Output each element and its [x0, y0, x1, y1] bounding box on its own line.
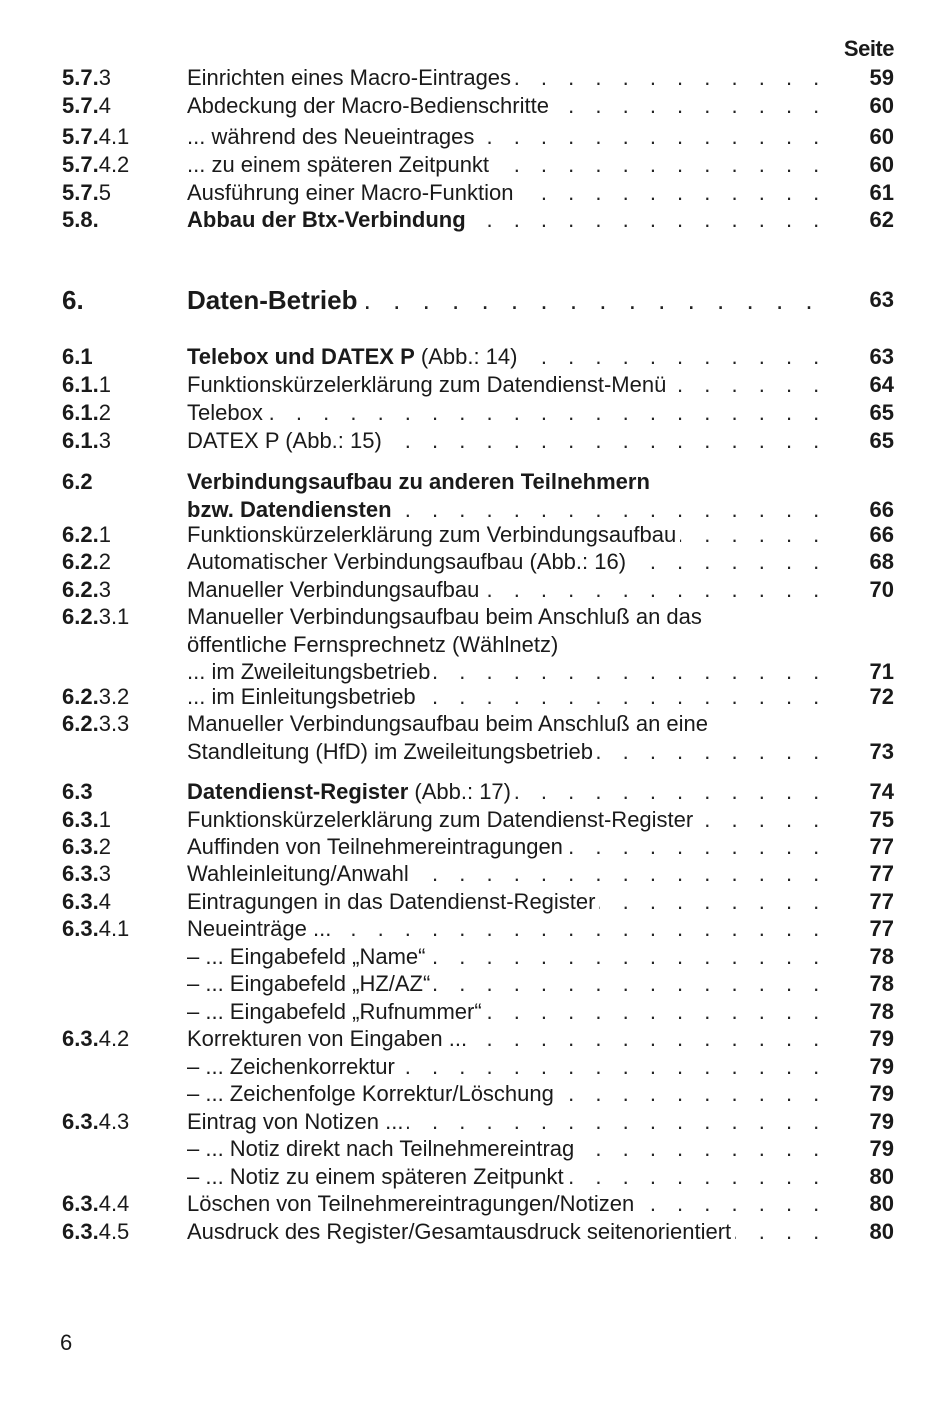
toc-entry-line	[187, 206, 837, 234]
toc-line-text	[187, 632, 562, 657]
toc-entry-line	[187, 806, 837, 834]
toc-line-label: Abdeckung der Macro-Bedienschritte	[187, 93, 549, 118]
toc-line-text	[187, 916, 335, 941]
toc-line-text	[187, 1136, 578, 1161]
toc-line-label: bzw. Datendiensten	[187, 496, 392, 522]
section-number-major: 6.2.	[62, 604, 99, 629]
toc-entry-number	[62, 92, 182, 119]
section-number-major: 6.1.	[62, 428, 99, 453]
toc-entry-title	[187, 1135, 837, 1163]
toc-entry-title	[187, 970, 837, 998]
toc-entry-page: 80	[869, 1191, 894, 1216]
toc-entry-line	[187, 970, 837, 998]
toc-line-label: Datendienst-Register	[187, 779, 409, 804]
section-number-major: 6.1.	[62, 400, 99, 425]
toc-entry-page: 77	[869, 861, 894, 886]
toc-entry-page: 60	[869, 124, 894, 149]
toc-entry-title	[187, 284, 837, 316]
toc-entry-number	[62, 427, 182, 454]
toc-entry-line	[187, 998, 837, 1026]
toc-entry-line	[187, 399, 837, 427]
toc-line-label: Auffinden von Teilnehmereintragungen	[187, 834, 563, 859]
toc-entry-page: 63	[869, 344, 894, 369]
toc-line-text	[187, 659, 434, 684]
section-number-major: 5.7.	[62, 93, 99, 118]
toc-entry-line	[187, 521, 837, 549]
toc-line-suffix: (Abb.: 17)	[408, 779, 511, 804]
toc-entry-title	[187, 915, 837, 943]
toc-entry-line	[187, 778, 837, 806]
toc-entry-title	[187, 427, 837, 455]
toc-entry-page: 78	[869, 999, 894, 1024]
toc-entry-title	[187, 603, 837, 686]
toc-entry-page: 65	[869, 400, 894, 425]
toc-entry-line	[187, 343, 837, 371]
section-number-minor: 1	[98, 522, 111, 547]
toc-line-text	[187, 739, 597, 764]
section-number-major: 6.3.	[62, 1026, 99, 1051]
toc-line-label: – ... Notiz direkt nach Teilnehmereintrag	[187, 1136, 575, 1161]
toc-entry-line	[187, 658, 837, 686]
toc-line-label: ... zu einem späteren Zeitpunkt	[187, 152, 490, 177]
toc-entry-title	[187, 468, 837, 523]
toc-entry-title	[187, 1163, 837, 1191]
toc-entry-page: 59	[869, 65, 894, 90]
toc-entry-number	[62, 683, 182, 710]
toc-entry-page: 66	[869, 496, 894, 522]
toc-line-label: Manueller Verbindungsaufbau	[187, 577, 480, 602]
toc-entry-page: 63	[869, 287, 894, 312]
toc-entry-title	[187, 806, 837, 834]
toc-line-label: – ... Zeichenfolge Korrektur/Löschung	[187, 1081, 554, 1106]
toc-entry-number	[62, 806, 182, 833]
toc-entry-page: 61	[869, 180, 894, 205]
toc-line-text	[187, 497, 396, 522]
toc-entry-page: 77	[869, 889, 894, 914]
toc-entry-line	[187, 427, 837, 455]
toc-line-label: DATEX P (Abb.: 15)	[187, 428, 382, 453]
toc-line-label: Daten-Betrieb	[187, 285, 358, 315]
toc-line-text	[187, 861, 413, 886]
toc-line-label: Telebox und DATEX P	[187, 344, 415, 369]
toc-entry-line	[187, 496, 837, 524]
toc-line-text	[187, 1026, 471, 1051]
toc-line-label: Ausdruck des Register/Gesamtausdruck seitenorientiert	[187, 1219, 732, 1244]
toc-entry-title	[187, 399, 837, 427]
toc-line-text	[187, 1109, 407, 1134]
toc-line-label: Eintrag von Notizen ...	[187, 1109, 404, 1134]
toc-line-text	[187, 469, 654, 494]
section-number-major: 6.1	[62, 344, 93, 369]
toc-line-label: Abbau der Btx-Verbindung	[187, 207, 466, 232]
section-number-major: 6.3.	[62, 889, 99, 914]
toc-line-text	[187, 428, 386, 453]
toc-entry-title	[187, 179, 837, 207]
toc-entry-title	[187, 998, 837, 1026]
toc-line-label: Ausführung einer Macro-Funktion	[187, 180, 514, 205]
toc-entry-page: 77	[869, 834, 894, 859]
toc-line-text	[187, 152, 493, 177]
section-number-major: 6.3.	[62, 1191, 99, 1216]
toc-entry-title	[187, 1190, 837, 1218]
toc-entry-number	[62, 399, 182, 426]
toc-entry-title	[187, 371, 837, 399]
toc-line-label: Wahleinleitung/Anwahl	[187, 861, 409, 886]
section-number-minor: 1	[98, 372, 111, 397]
toc-entry-page: 71	[869, 659, 894, 684]
seite-header: Seite	[843, 36, 894, 61]
section-number-major: 6.2.	[62, 711, 99, 736]
toc-line-label: ... im Einleitungsbetrieb	[187, 684, 416, 709]
toc-entry-line	[187, 1080, 837, 1108]
section-number-major: 6.3.	[62, 861, 99, 886]
toc-entry-line	[187, 92, 837, 120]
toc-entry-number	[62, 371, 182, 398]
toc-line-text	[187, 999, 486, 1024]
toc-entry-title	[187, 123, 837, 151]
section-number-minor: 4	[98, 93, 111, 118]
section-number-minor: 2	[98, 834, 111, 859]
toc-entry-page: 80	[869, 1219, 894, 1244]
toc-line-text	[187, 779, 515, 804]
toc-entry-number	[62, 521, 182, 548]
toc-line-text	[187, 944, 429, 969]
toc-entry-title	[187, 1108, 837, 1136]
toc-entry-title	[187, 710, 837, 765]
section-number-major: 5.7.	[62, 65, 99, 90]
section-number-minor: 3	[98, 577, 111, 602]
toc-entry-page: 79	[869, 1109, 894, 1134]
toc-line-label: – ... Notiz zu einem späteren Zeitpunkt	[187, 1164, 564, 1189]
section-number-major: 6.2	[62, 469, 93, 494]
toc-entry-title	[187, 576, 837, 604]
toc-entry-line	[187, 943, 837, 971]
toc-line-label: Verbindungsaufbau zu anderen Teilnehmern	[187, 469, 650, 494]
section-number-major: 6.1.	[62, 372, 99, 397]
toc-line-text	[187, 1164, 568, 1189]
toc-line-text	[187, 93, 553, 118]
toc-entry-line	[187, 738, 837, 766]
toc-entry-page: 64	[869, 372, 894, 397]
toc-entry-title	[187, 343, 837, 371]
toc-entry-page: 79	[869, 1026, 894, 1051]
toc-entry-title	[187, 206, 837, 234]
toc-entry-page: 65	[869, 428, 894, 453]
section-number-minor: 3	[98, 65, 111, 90]
toc-entry-line	[187, 468, 837, 496]
toc-entry-page: 60	[869, 93, 894, 118]
toc-line-label: – ... Eingabefeld „HZ/AZ“	[187, 971, 431, 996]
section-number-major: 6.3.	[62, 1109, 99, 1134]
section-number-minor: 4.2	[98, 152, 130, 177]
toc-line-text	[187, 549, 630, 574]
toc-line-label: Automatischer Verbindungsaufbau (Abb.: 16)	[187, 549, 627, 574]
section-number-minor: 5	[98, 180, 111, 205]
toc-entry-title	[187, 92, 837, 120]
toc-line-label: Standleitung (HfD) im Zweileitungsbetrieb	[187, 738, 593, 764]
toc-entry-number	[62, 548, 182, 575]
section-number-minor: 3.2	[98, 684, 130, 709]
toc-entry-line	[187, 179, 837, 207]
section-number-minor: 1	[98, 807, 111, 832]
section-number-minor: 4	[98, 889, 111, 914]
toc-entry-number	[62, 1218, 182, 1245]
toc-entry-line	[187, 284, 837, 316]
toc-entry-number	[62, 343, 182, 370]
section-number-minor: 3.1	[98, 604, 130, 629]
toc-entry-page: 75	[869, 807, 894, 832]
toc-line-label: Löschen von Teilnehmereintragungen/Notizen	[187, 1191, 635, 1216]
section-number-major: 6.2.	[62, 684, 99, 709]
toc-entry-number	[62, 603, 182, 630]
toc-entry-number	[62, 151, 182, 178]
page-number: 6	[60, 1330, 73, 1355]
section-number-major: 6.3.	[62, 834, 99, 859]
toc-entry-line	[187, 151, 837, 179]
toc-entry-page: 74	[869, 779, 894, 804]
toc-entry-line	[187, 1190, 837, 1218]
section-number-major: 6.3.	[62, 807, 99, 832]
toc-entry-title	[187, 833, 837, 861]
toc-entry-number	[62, 179, 182, 206]
toc-entry-line	[187, 371, 837, 399]
toc-line-text	[187, 372, 670, 397]
toc-entry-title	[187, 1218, 837, 1246]
toc-line-label: Neueinträge ...	[187, 916, 332, 941]
toc-line-text	[187, 889, 599, 914]
toc-line-text	[187, 711, 712, 736]
section-number-minor: 4.4	[98, 1191, 130, 1216]
toc-line-text	[187, 400, 267, 425]
toc-line-label: Manueller Verbindungsaufbau beim Anschluß an das	[187, 604, 702, 629]
toc-entry-line	[187, 915, 837, 943]
toc-entry-number	[62, 123, 182, 150]
section-number-minor: 2	[98, 549, 111, 574]
section-number-major: 5.8.	[62, 207, 99, 232]
section-number-minor: 3.3	[98, 711, 130, 736]
toc-entry-page: 68	[869, 549, 894, 574]
toc-line-text	[187, 1219, 735, 1244]
toc-line-text	[187, 577, 483, 602]
section-number-major: 6.2.	[62, 549, 99, 574]
toc-line-text	[187, 522, 680, 547]
toc-entry-page: 79	[869, 1054, 894, 1079]
toc-entry-page: 62	[869, 207, 894, 232]
toc-entry-number	[62, 576, 182, 603]
toc-entry-page: 70	[869, 577, 894, 602]
toc-entry-line	[187, 603, 837, 631]
section-number-minor: 4.1	[98, 124, 130, 149]
toc-entry-number	[62, 284, 182, 316]
toc-entry-page: 72	[869, 684, 894, 709]
section-number-minor: 4.3	[98, 1109, 130, 1134]
toc-line-text	[187, 1054, 399, 1079]
toc-entry-number	[62, 468, 182, 495]
toc-entry-number	[62, 206, 182, 233]
section-number-major: 5.7.	[62, 124, 99, 149]
toc-line-label: – ... Eingabefeld „Name“	[187, 944, 426, 969]
toc-line-label: – ... Eingabefeld „Rufnummer“	[187, 999, 482, 1024]
section-number-minor: 2	[98, 400, 111, 425]
toc-line-text	[187, 1191, 638, 1216]
toc-entry-number	[62, 888, 182, 915]
section-number-minor: 4.2	[98, 1026, 130, 1051]
toc-entry-line	[187, 1163, 837, 1191]
toc-line-text	[187, 604, 706, 629]
toc-entry-line	[187, 833, 837, 861]
toc-entry-number	[62, 1190, 182, 1217]
toc-entry-line	[187, 576, 837, 604]
section-number-minor: 3	[98, 428, 111, 453]
toc-line-suffix: (Abb.: 14)	[414, 344, 518, 369]
toc-entry-number	[62, 1025, 182, 1052]
toc-line-label: Funktionskürzelerklärung zum Datendienst-Menü	[187, 372, 667, 397]
section-number-minor: 4.1	[98, 916, 130, 941]
toc-line-text	[187, 1081, 558, 1106]
section-number-major: 6.2.	[62, 577, 99, 602]
toc-entry-page: 60	[869, 152, 894, 177]
toc-line-text	[187, 684, 420, 709]
section-number-major: 6.2.	[62, 522, 99, 547]
toc-entry-title	[187, 151, 837, 179]
toc-entry-page: 78	[869, 971, 894, 996]
toc-line-text	[187, 207, 470, 232]
toc-entry-title	[187, 1080, 837, 1108]
toc-entry-page: 78	[869, 944, 894, 969]
toc-entry-title	[187, 683, 837, 711]
toc-line-label: ... während des Neueintrages	[187, 124, 475, 149]
toc-entry-title	[187, 1025, 837, 1053]
section-number-major: 6.3.	[62, 916, 99, 941]
toc-entry-title	[187, 778, 837, 806]
toc-entry-page: 80	[869, 1164, 894, 1189]
toc-entry-line	[187, 1053, 837, 1081]
toc-entry-line	[187, 710, 837, 738]
toc-line-text	[187, 344, 521, 369]
toc-entry-page: 79	[869, 1081, 894, 1106]
toc-line-label: Manueller Verbindungsaufbau beim Anschluß an eine	[187, 711, 709, 736]
toc-line-text	[187, 971, 434, 996]
toc-entry-line	[187, 631, 837, 659]
toc-entry-title	[187, 521, 837, 549]
toc-line-text	[187, 834, 567, 859]
toc-entry-title	[187, 548, 837, 576]
toc-line-text	[187, 807, 697, 832]
toc-entry-number	[62, 64, 182, 91]
section-number-major: 6.	[62, 285, 84, 315]
toc-entry-line	[187, 1025, 837, 1053]
toc-entry-line	[187, 860, 837, 888]
toc-line-label: ... im Zweileitungsbetrieb	[187, 659, 431, 684]
toc-entry-line	[187, 1218, 837, 1246]
toc-line-label: Eintragungen in das Datendienst-Register	[187, 889, 596, 914]
toc-entry-title	[187, 1053, 837, 1081]
section-number-major: 5.7.	[62, 152, 99, 177]
toc-line-label: Einrichten eines Macro-Eintrages	[187, 65, 512, 90]
toc-entry-page: 73	[869, 738, 894, 764]
toc-entry-number	[62, 833, 182, 860]
toc-entry-page: 79	[869, 1136, 894, 1161]
toc-line-text	[187, 180, 518, 205]
toc-line-text	[187, 285, 361, 315]
toc-entry-number	[62, 710, 182, 737]
toc-line-label: Funktionskürzelerklärung zum Datendienst-Register	[187, 807, 694, 832]
toc-entry-number	[62, 915, 182, 942]
toc-entry-title	[187, 943, 837, 971]
toc-entry-title	[187, 64, 837, 92]
toc-line-label: – ... Zeichenkorrektur	[187, 1054, 395, 1079]
toc-line-label: öffentliche Fernsprechnetz (Wählnetz)	[187, 631, 559, 657]
section-number-major: 6.3.	[62, 1219, 99, 1244]
toc-entry-number	[62, 778, 182, 805]
section-number-minor: 4.5	[98, 1219, 130, 1244]
toc-entry-number	[62, 860, 182, 887]
toc-line-label: Korrekturen von Eingaben ...	[187, 1026, 468, 1051]
toc-entry-title	[187, 860, 837, 888]
toc-entry-line	[187, 683, 837, 711]
toc-entry-line	[187, 123, 837, 151]
section-number-minor: 3	[98, 861, 111, 886]
toc-line-label: Funktionskürzelerklärung zum Verbindungsaufbau	[187, 522, 677, 547]
toc-entry-line	[187, 888, 837, 916]
section-number-major: 6.3	[62, 779, 93, 804]
toc-entry-page: 66	[869, 522, 894, 547]
toc-entry-number	[62, 1108, 182, 1135]
toc-entry-title	[187, 888, 837, 916]
toc-entry-line	[187, 548, 837, 576]
toc-line-text	[187, 65, 515, 90]
toc-line-text	[187, 124, 478, 149]
toc-entry-line	[187, 1135, 837, 1163]
toc-entry-page: 77	[869, 916, 894, 941]
toc-entry-line	[187, 64, 837, 92]
toc-entry-line	[187, 1108, 837, 1136]
section-number-major: 5.7.	[62, 180, 99, 205]
toc-line-label: Telebox	[187, 400, 263, 425]
